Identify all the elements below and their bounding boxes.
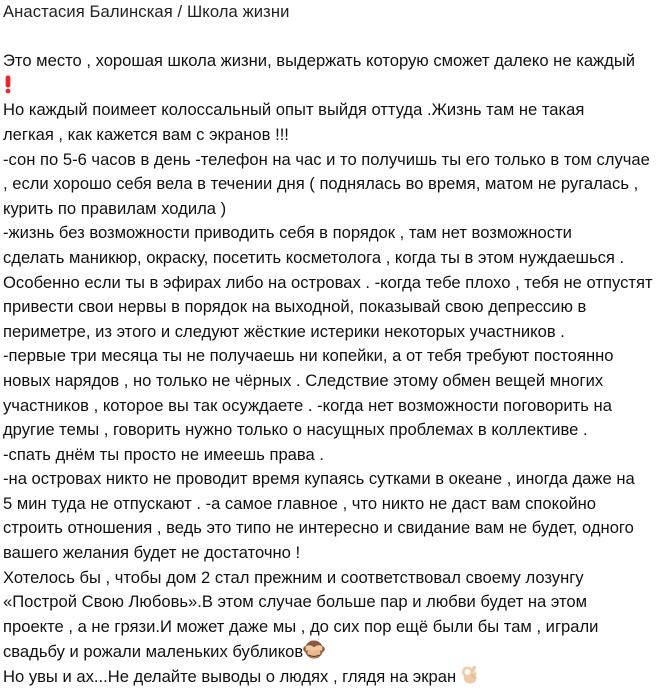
post-line-24: проекте , а не грязи.И может даже мы , до сих пор ещё были бы там , играли — [3, 616, 599, 636]
post-line-21: вашего желания будет не достаточно ! — [3, 543, 301, 563]
red-exclamation-icon — [3, 74, 13, 94]
post-line-23: «Построй Свою Любовь».В этом случае больше пар и любви будет на этом — [3, 592, 588, 612]
post-line-6: , если хорошо себя вела в течении дня ( поднялась во время, матом не ругалась , — [3, 174, 639, 194]
post — [3, 0, 667, 689]
post-line-11: привести свои нервы в порядок на выходной, показывай свою депрессию в — [3, 297, 587, 317]
post-line-8: -жизнь без возможности приводить себя в порядок , там нет возможности — [3, 223, 572, 243]
post-line-20: строить отношения , ведь это типо не интересно и свидание вам не будет, одного — [3, 518, 634, 538]
post-line-1: Это место , хорошая школа жизни, выдержать которую сможет далеко не каждый — [3, 51, 636, 71]
post-line-17: -спать днём ты просто не имеешь права . — [3, 444, 324, 464]
post-line-22: Хотелось бы , чтобы дом 2 стал прежним и соответствовал своему лозунгу — [3, 567, 584, 587]
post-line-5: -сон по 5-6 часов в день -телефон на час и то получишь ты его только в том случае — [3, 149, 650, 169]
post-line-10: Особенно если ты в эфирах либо на островах . -когда тебе плохо , тебя не отпустят — [3, 272, 653, 292]
post-line-4: легкая , как кажется вам с экранов !!! — [3, 124, 289, 144]
post-line-25 — [3, 639, 667, 664]
see-no-evil-monkey-icon — [303, 639, 325, 660]
post-line-3: Но каждый поимеет колоссальный опыт выйдя оттуда .Жизнь там не такая — [3, 100, 585, 120]
post-line-13: -первые три месяца ты не получаешь ни копейки, а от тебя требуют постоянно — [3, 346, 614, 366]
post-line-15: участников , которое вы так осуждаете . -когда нет возможности поговорить на — [3, 395, 612, 415]
post-line-16: другие темы , говорить нужно только о насущных проблемах в коллективе . — [3, 420, 588, 440]
post-line-26 — [3, 664, 667, 689]
post-line-26-text: Но увы и ах...Не делайте выводы о людях , глядя на экран — [3, 667, 457, 687]
post-line-25-text: свадьбу и рожали маленьких бубликов — [3, 642, 304, 662]
post-line-2 — [3, 74, 667, 99]
ok-hand-icon — [461, 664, 479, 685]
post-line-14: новых нарядов , но только не чёрных . Следствие этому обмен вещей многих — [3, 370, 604, 390]
post-line-19: 5 мин туда не отпускают . -а самое главное , что никто не даст вам спокойно — [3, 493, 596, 513]
post-line-7: курить по правилам ходила ) — [3, 198, 227, 218]
post-line-9: сделать маникюр, окраску, посетить косметолога , когда ты в этом нуждаешься . — [3, 247, 625, 267]
blank-line — [3, 25, 667, 50]
post-line-12: периметре, из этого и следуют жёсткие истерики некоторых участников . — [3, 321, 565, 341]
post-line-18: -на островах никто не проводит время купаясь сутками в океане , иногда даже на — [3, 469, 635, 489]
post-title: Анастасия Балинская / Школа жизни — [3, 2, 290, 21]
